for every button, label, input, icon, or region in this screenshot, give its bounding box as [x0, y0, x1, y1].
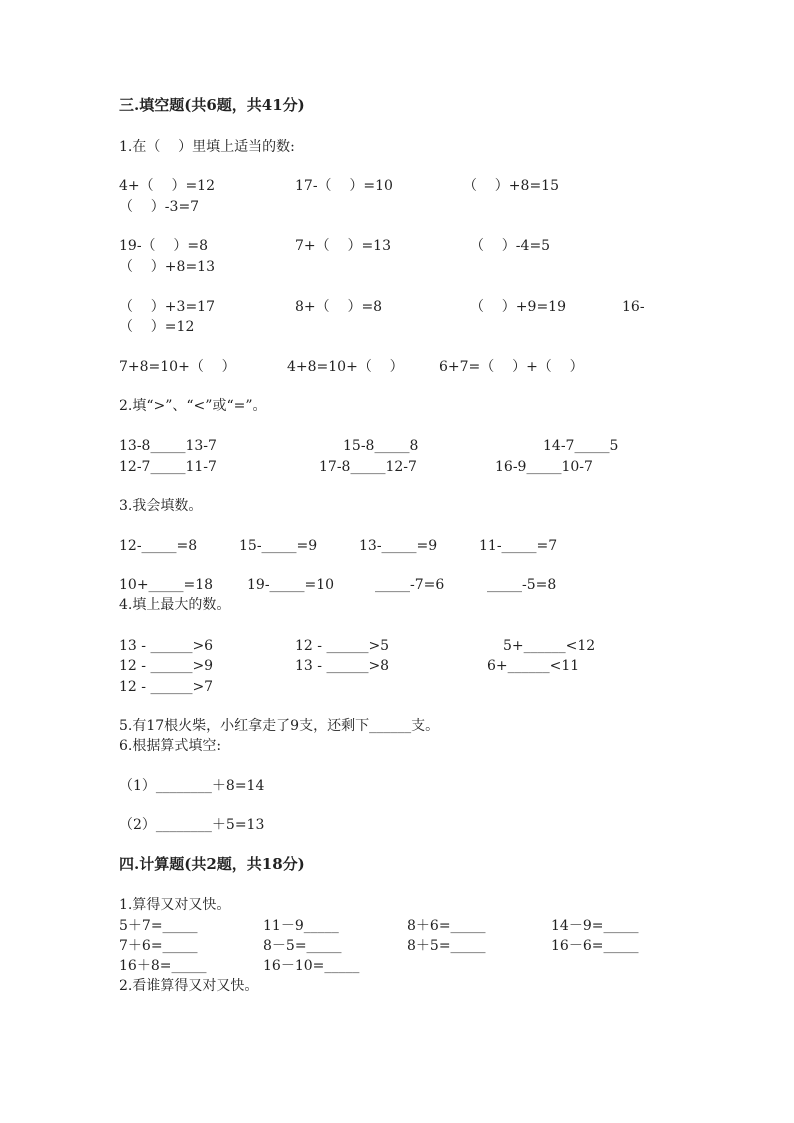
- q4-item: 6+______<11: [487, 658, 580, 674]
- calc-item: 8－5=_____: [263, 938, 342, 954]
- q1-item: （ ）-4=5: [470, 238, 551, 254]
- calc-item: 5＋7=_____: [119, 918, 198, 934]
- q3-item: _____-5=8: [487, 577, 557, 593]
- q3-item: 15-_____=9: [239, 538, 318, 554]
- q2-item: 12-7_____11-7: [119, 459, 217, 475]
- q2-item: 16-9_____10-7: [495, 459, 593, 475]
- q6-item-1: （1）________＋8=14: [119, 778, 265, 794]
- s4-q1-title: 1.算得又对又快。: [119, 897, 231, 913]
- q3-item: 12-_____=8: [119, 538, 198, 554]
- q5-text: 5.有17根火柴，小红拿走了9支，还剩下______支。: [119, 718, 440, 734]
- s4-q2-title: 2.看谁算得又对又快。: [119, 978, 259, 994]
- q1-item: 19-（ ）=8: [119, 238, 208, 254]
- q4-item: 12 - ______>9: [119, 658, 214, 674]
- calc-item: 16－10=_____: [263, 958, 360, 974]
- q1-item: 16-: [622, 299, 645, 315]
- q2-item: 17-8_____12-7: [319, 459, 417, 475]
- q2-item: 14-7_____5: [543, 438, 619, 454]
- section-3-title: 三.填空题(共6题，共41分): [119, 96, 305, 114]
- q1-item: （ ）=12: [119, 319, 195, 335]
- q1-item: 7+8=10+（ ）: [119, 359, 236, 375]
- q6-item-2: （2）________＋5=13: [119, 817, 265, 833]
- q1-item: （ ）+8=15: [463, 178, 559, 194]
- q4-item: 12 - ______>5: [295, 638, 390, 654]
- calc-item: 16＋8=_____: [119, 958, 207, 974]
- calc-item: 16－6=_____: [551, 938, 639, 954]
- q3-item: _____-7=6: [375, 577, 445, 593]
- q4-item: 13 - ______>6: [119, 638, 214, 654]
- calc-item: 8＋6=_____: [407, 918, 486, 934]
- q1-item: （ ）-3=7: [119, 199, 200, 215]
- q3-item: 19-_____=10: [247, 577, 335, 593]
- q1-item: （ ）+9=19: [470, 299, 566, 315]
- q3-item: 11-_____=7: [479, 538, 558, 554]
- q1-item: （ ）+3=17: [119, 299, 215, 315]
- q1-item: 6+7=（ ）+（ ）: [439, 359, 584, 375]
- q3-title: 3.我会填数。: [119, 498, 203, 514]
- q4-item: 12 - ______>7: [119, 679, 214, 695]
- q4-title: 4.填上最大的数。: [119, 597, 231, 613]
- q4-item: 13 - ______>8: [295, 658, 390, 674]
- calc-item: 14－9=_____: [551, 918, 639, 934]
- q3-item: 10+_____=18: [119, 577, 214, 593]
- q1-item: 17-（ ）=10: [295, 178, 393, 194]
- calc-item: 11－9_____: [263, 918, 339, 934]
- section-4-title: 四.计算题(共2题，共18分): [119, 855, 305, 873]
- q1-item: 8+（ ）=8: [295, 299, 383, 315]
- q4-item: 5+______<12: [503, 638, 596, 654]
- q2-item: 15-8_____8: [343, 438, 419, 454]
- q1-item: 4+8=10+（ ）: [287, 359, 404, 375]
- calc-item: 8＋5=_____: [407, 938, 486, 954]
- q2-title: 2.填“>”、“<”或“=”。: [119, 398, 267, 414]
- q1-title: 1.在（ ）里填上适当的数:: [119, 139, 295, 155]
- calc-item: 7＋6=_____: [119, 938, 198, 954]
- q1-item: 4+（ ）=12: [119, 178, 215, 194]
- q1-item: （ ）+8=13: [119, 259, 215, 275]
- q3-item: 13-_____=9: [359, 538, 438, 554]
- q6-title: 6.根据算式填空:: [119, 738, 222, 754]
- q2-item: 13-8_____13-7: [119, 438, 217, 454]
- q1-item: 7+（ ）=13: [295, 238, 391, 254]
